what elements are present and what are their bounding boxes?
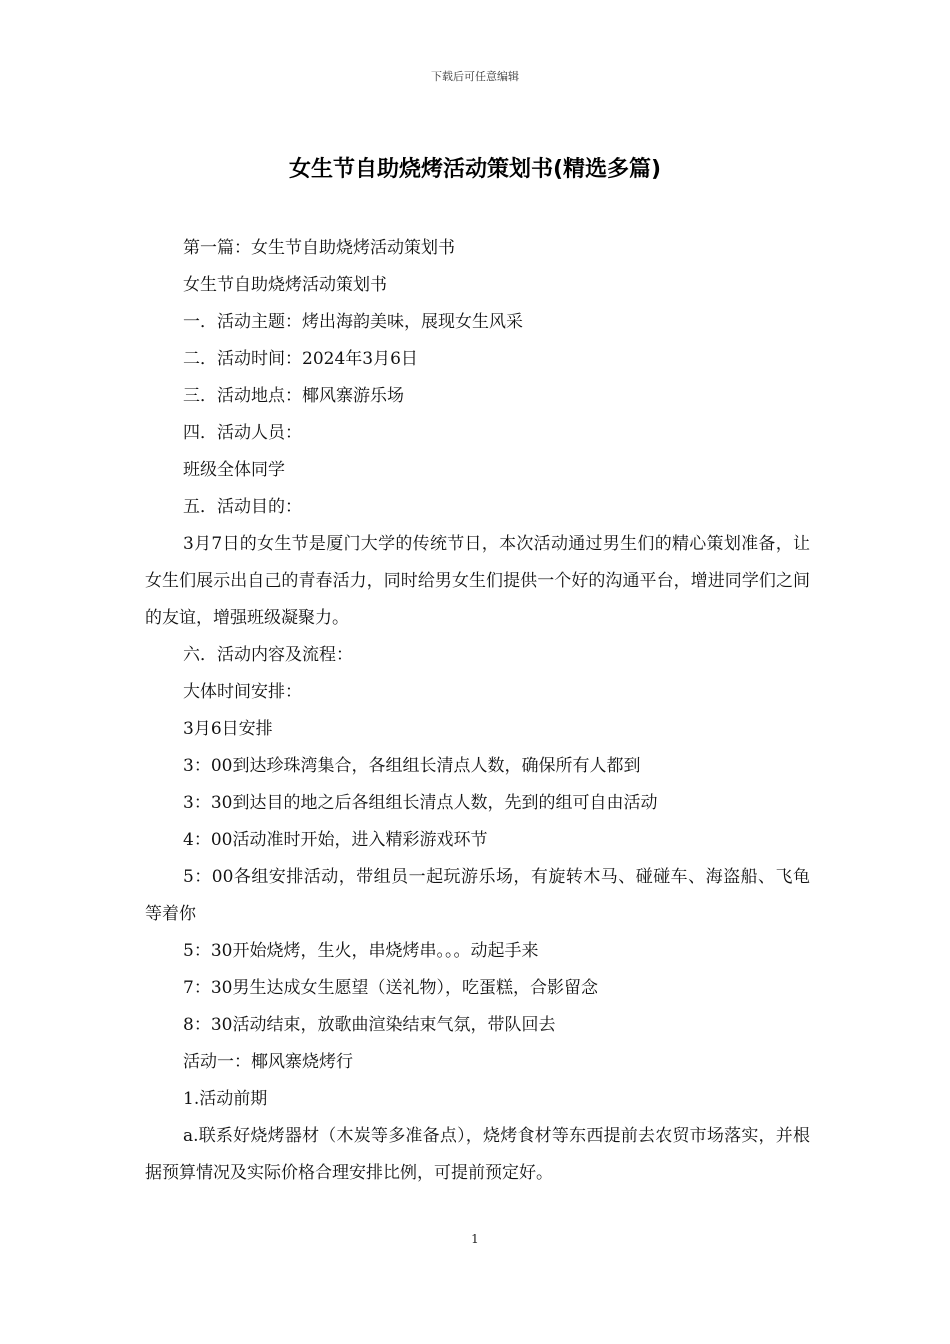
paragraph: 女生节自助烧烤活动策划书	[183, 275, 387, 295]
paragraph: 一．活动主题：烤出海韵美味，展现女生风采	[183, 312, 523, 332]
paragraph: 3月6日安排	[183, 719, 273, 739]
paragraph: 3：30到达目的地之后各组组长清点人数，先到的组可自由活动	[183, 793, 658, 813]
document-body	[145, 230, 810, 1192]
paragraph: 5：00各组安排活动，带组员一起玩游乐场，有旋转木马、碰碰车、海盗船、飞龟等着你	[145, 867, 810, 924]
paragraph: 3：00到达珍珠湾集合，各组组长清点人数，确保所有人都到	[183, 756, 641, 776]
paragraph: 五．活动目的：	[183, 497, 302, 517]
paragraph: 4：00活动准时开始，进入精彩游戏环节	[183, 830, 488, 850]
paragraph: a.联系好烧烤器材（木炭等多准备点），烧烤食材等东西提前去农贸市场落实，并根据预算情况及实际价格合理安排比例，可提前预定好。	[145, 1126, 810, 1183]
header-note: 下载后可任意编辑	[431, 70, 519, 83]
paragraph: 二．活动时间：2024年3月6日	[183, 349, 418, 369]
paragraph: 六．活动内容及流程：	[183, 645, 353, 665]
paragraph: 班级全体同学	[183, 460, 285, 480]
paragraph: 8：30活动结束，放歌曲渲染结束气氛，带队回去	[183, 1015, 556, 1035]
paragraph: 大体时间安排：	[183, 682, 302, 702]
page-number: 1	[471, 1232, 479, 1246]
paragraph: 第一篇：女生节自助烧烤活动策划书	[183, 238, 455, 258]
paragraph: 1.活动前期	[183, 1089, 268, 1109]
paragraph: 活动一：椰风寨烧烤行	[183, 1052, 353, 1072]
paragraph: 3月7日的女生节是厦门大学的传统节日，本次活动通过男生们的精心策划准备，让女生们展示出自己的青春活力，同时给男女生们提供一个好的沟通平台，增进同学们之间的友谊，增强班级凝聚力。	[145, 534, 810, 628]
document-title: 女生节自助烧烤活动策划书(精选多篇)	[288, 157, 662, 182]
paragraph: 三．活动地点：椰风寨游乐场	[183, 386, 404, 406]
paragraph: 7：30男生达成女生愿望（送礼物），吃蛋糕，合影留念	[183, 978, 598, 998]
paragraph: 5：30开始烧烤，生火，串烧烤串。。。动起手来	[183, 941, 539, 961]
paragraph: 四．活动人员：	[183, 423, 302, 443]
